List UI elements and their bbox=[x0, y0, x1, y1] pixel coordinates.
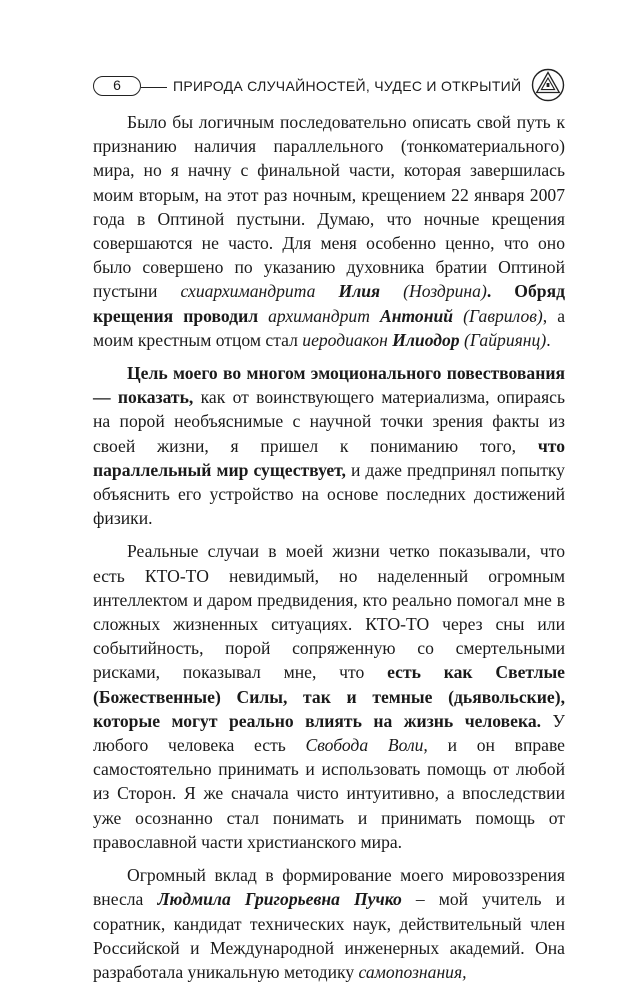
text-segment: и даже предпринял попытку объяснить его устройство на основе последних достижений физики. bbox=[93, 459, 565, 529]
text-segment: Свобода Воли, bbox=[305, 735, 428, 756]
paragraph bbox=[93, 863, 565, 984]
triangle-in-circle-icon bbox=[531, 68, 565, 102]
text-segment: Было бы логичным последовательно описать свой путь к признанию наличия параллельного (тонкоматериального) мира, но я начну с финальной части, которая завершилась моим вторым, на этот раз ночным, крещением 22 января 2007 года в Оптиной пустыни. Думаю, что ночные крещения совершаются не часто. Для меня особенно ценно, что оно было совершено по указанию духовника братии Оптиной пустыни bbox=[93, 112, 565, 302]
text-segment: Реальные случаи в моей жизни четко показывали, что есть КТО-ТО невидимый, но наделенный огромным интеллектом и даром предвидения, кто реально помогал мне в сложных жизненных ситуациях. КТО-ТО через сны или событийность, порой сопряженную со смертельными рисками, показывал мне, что bbox=[93, 541, 565, 683]
text-segment: , а моим крестным отцом стал bbox=[93, 305, 565, 350]
text-segment: У любого человека есть bbox=[93, 710, 566, 756]
text-segment: самопознания, bbox=[358, 961, 467, 982]
text-segment: Цель моего во многом эмоционального повествования — показать, bbox=[93, 363, 565, 408]
text-segment: Антоний bbox=[379, 305, 454, 326]
text-segment: (Ноздрина) bbox=[380, 281, 487, 302]
paragraph bbox=[93, 361, 565, 530]
text-segment: (Гайриянц) bbox=[459, 329, 547, 350]
text-segment: как от воинствующего материализма, опираясь на порой необъяснимые с научной точки зрения факты из своей жизни, я пришел к пониманию того, bbox=[93, 387, 565, 456]
body-text bbox=[93, 110, 565, 984]
text-segment: Илиодор bbox=[392, 329, 460, 350]
text-segment: и он вправе самостоятельно принимать и использовать помощь от любой из Сторон. Я же сначала чисто интуитивно, а впоследствии уже осознанно стал понимать и принимать помощь от православной части христианского мира. bbox=[93, 735, 565, 852]
text-segment: – мой учитель и соратник, кандидат технических наук, действительный член Российской и Международной инженерных академий. Она разработала уникальную методику bbox=[93, 889, 565, 982]
text-segment: есть как Светлые (Божественные) Силы, так и темные (дьявольские), которые могут реально влиять на жизнь человека. bbox=[93, 662, 565, 731]
text-segment: иеродиакон bbox=[302, 329, 393, 350]
paragraph bbox=[93, 539, 565, 854]
text-segment: архимандрит bbox=[268, 305, 380, 326]
text-segment: . Обряд крещения проводил bbox=[93, 281, 565, 326]
text-segment: (Гаврилов) bbox=[453, 305, 543, 326]
paragraph bbox=[93, 110, 565, 352]
text-segment: схиархимандрита bbox=[180, 281, 339, 302]
text-segment: что параллельный мир существует, bbox=[93, 435, 565, 480]
text-segment: Илия bbox=[338, 281, 381, 302]
page-number: 6 bbox=[93, 76, 141, 96]
running-title: ПРИРОДА СЛУЧАЙНОСТЕЙ, ЧУДЕС И ОТКРЫТИЙ bbox=[167, 76, 527, 96]
text-segment: Людмила Григорьевна Пучко bbox=[157, 889, 402, 910]
running-header bbox=[93, 74, 565, 100]
text-segment: Огромный вклад в формирование моего мировоззрения внесла bbox=[93, 865, 565, 910]
text-segment: . bbox=[546, 329, 551, 350]
